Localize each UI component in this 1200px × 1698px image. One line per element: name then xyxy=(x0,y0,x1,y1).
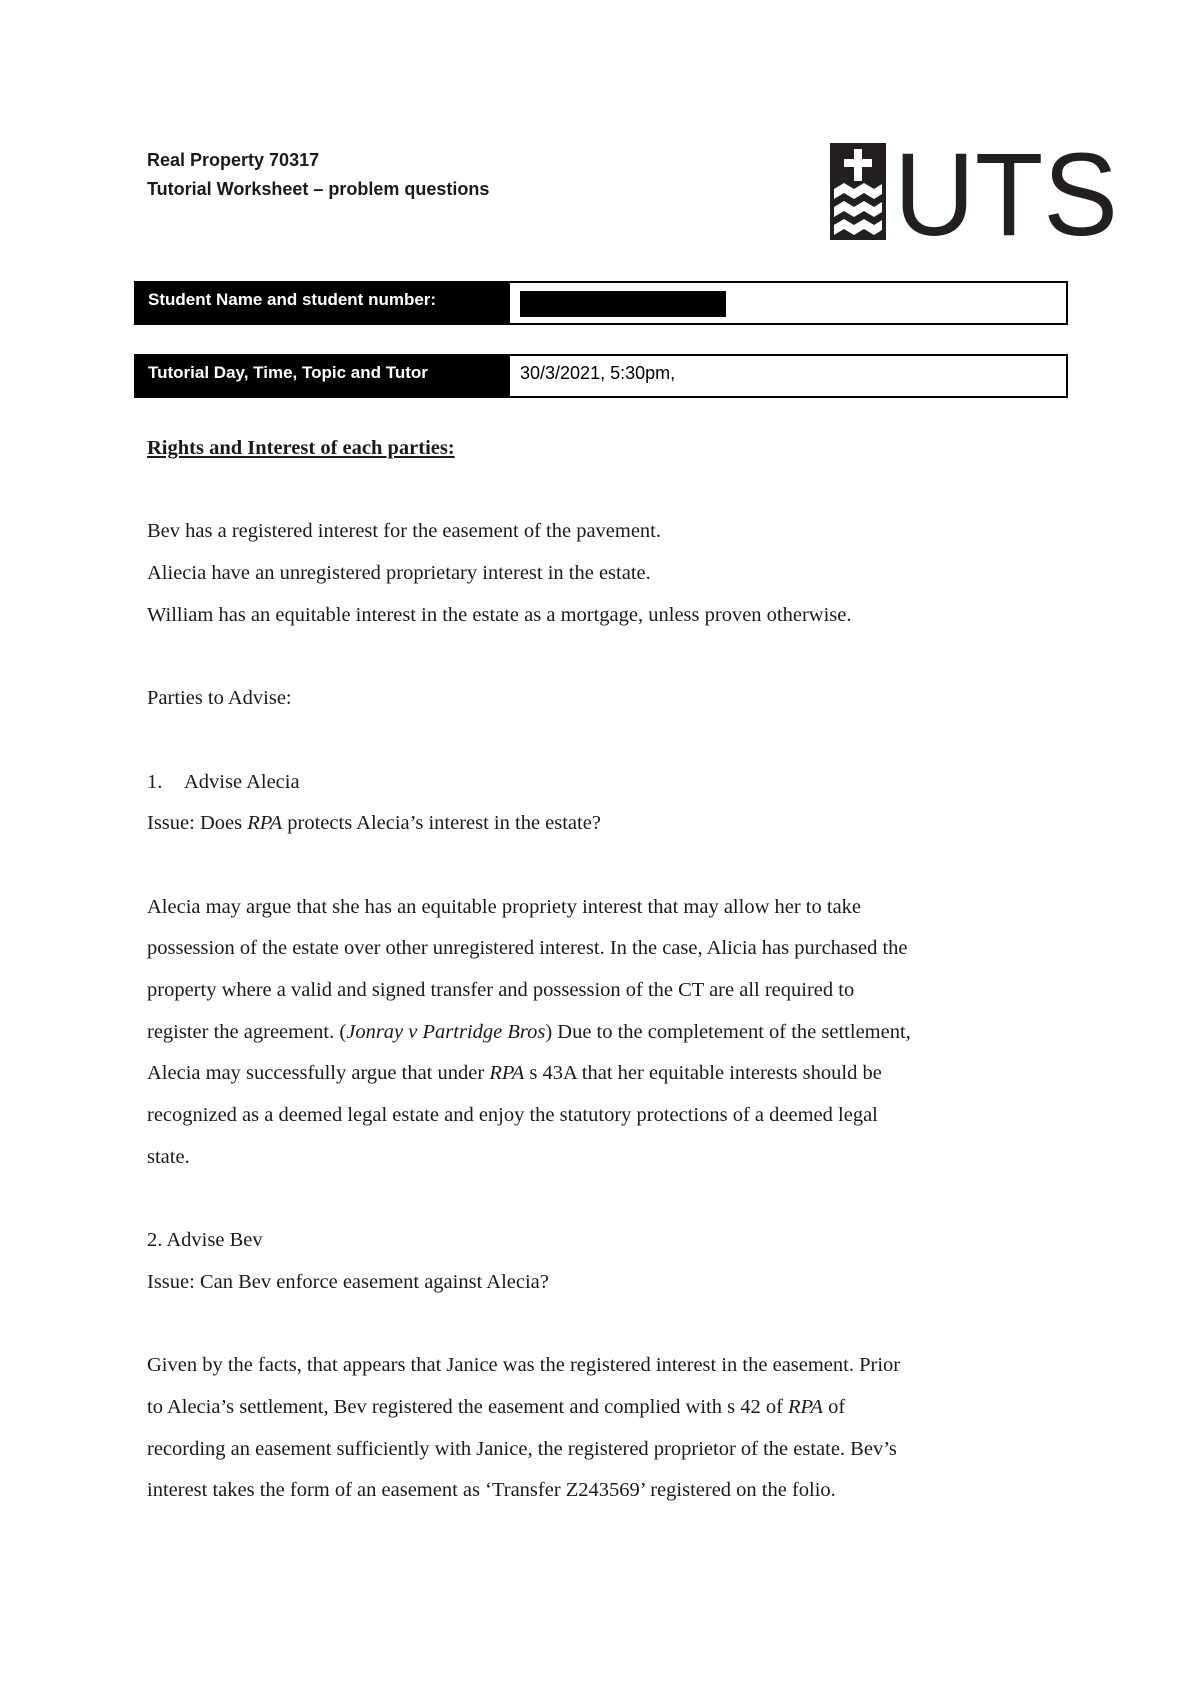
alecia-para-line: Alecia may successfully argue that under RPA s 43A that her equitable interests should be xyxy=(147,1062,882,1085)
rights-item: Aliecia have an unregistered proprietary interest in the estate. xyxy=(147,562,651,585)
course-title: Real Property 70317 xyxy=(147,150,320,170)
worksheet-title: Tutorial Worksheet – problem questions xyxy=(147,179,490,199)
tutorial-row xyxy=(134,354,1068,398)
uts-crest-icon xyxy=(830,143,886,240)
alecia-para-line: property where a valid and signed transfer and possession of the CT are all required to xyxy=(147,979,855,1002)
tutorial-label: Tutorial Day, Time, Topic and Tutor xyxy=(134,354,508,398)
alecia-para-line: recognized as a deemed legal estate and enjoy the statutory protections of a deemed legal xyxy=(147,1104,878,1127)
student-label: Student Name and student number: xyxy=(134,281,508,325)
bev-para-line: to Alecia’s settlement, Bev registered the easement and complied with s 42 of RPA of xyxy=(147,1396,846,1419)
parties-label: Parties to Advise: xyxy=(147,687,292,710)
advise-bev-heading: 2. Advise Bev xyxy=(147,1229,263,1252)
alecia-para-line: Alecia may argue that she has an equitable propriety interest that may allow her to take xyxy=(147,895,862,918)
student-value-field[interactable] xyxy=(508,281,1068,325)
document-header xyxy=(147,146,489,204)
bev-para-line: recording an easement sufficiently with Janice, the registered proprietor of the estate. Bev’s xyxy=(147,1437,897,1460)
alecia-para-line: register the agreement. (Jonray v Partridge Bros) Due to the completement of the settlement, xyxy=(147,1020,911,1043)
rights-item: William has an equitable interest in the estate as a mortgage, unless proven otherwise. xyxy=(147,603,852,626)
alecia-para-line: state. xyxy=(147,1145,190,1168)
redaction-bar xyxy=(520,291,726,317)
advise-alecia-issue: Issue: Does RPA protects Alecia’s interest in the estate? xyxy=(147,812,601,835)
uts-logo xyxy=(830,143,1120,240)
bev-para-line: Given by the facts, that appears that Janice was the registered interest in the easement. Prior xyxy=(147,1354,901,1377)
section-heading: Rights and Interest of each parties: xyxy=(147,437,455,459)
uts-wordmark: UTS xyxy=(894,143,1118,240)
alecia-para-line: possession of the estate over other unregistered interest. In the case, Alicia has purchased the xyxy=(147,937,908,960)
student-row xyxy=(134,281,1068,325)
bev-para-line: interest takes the form of an easement as ‘Transfer Z243569’ registered on the folio. xyxy=(147,1479,836,1502)
advise-bev-issue: Issue: Can Bev enforce easement against Alecia? xyxy=(147,1270,549,1293)
case-citation: Jonray v Partridge Bros xyxy=(346,1020,546,1043)
document-body xyxy=(147,428,1077,1512)
advise-alecia-heading: 1. Advise Alecia xyxy=(147,770,300,793)
rights-item: Bev has a registered interest for the easement of the pavement. xyxy=(147,520,662,543)
tutorial-value-field[interactable]: 30/3/2021, 5:30pm, xyxy=(508,354,1068,398)
